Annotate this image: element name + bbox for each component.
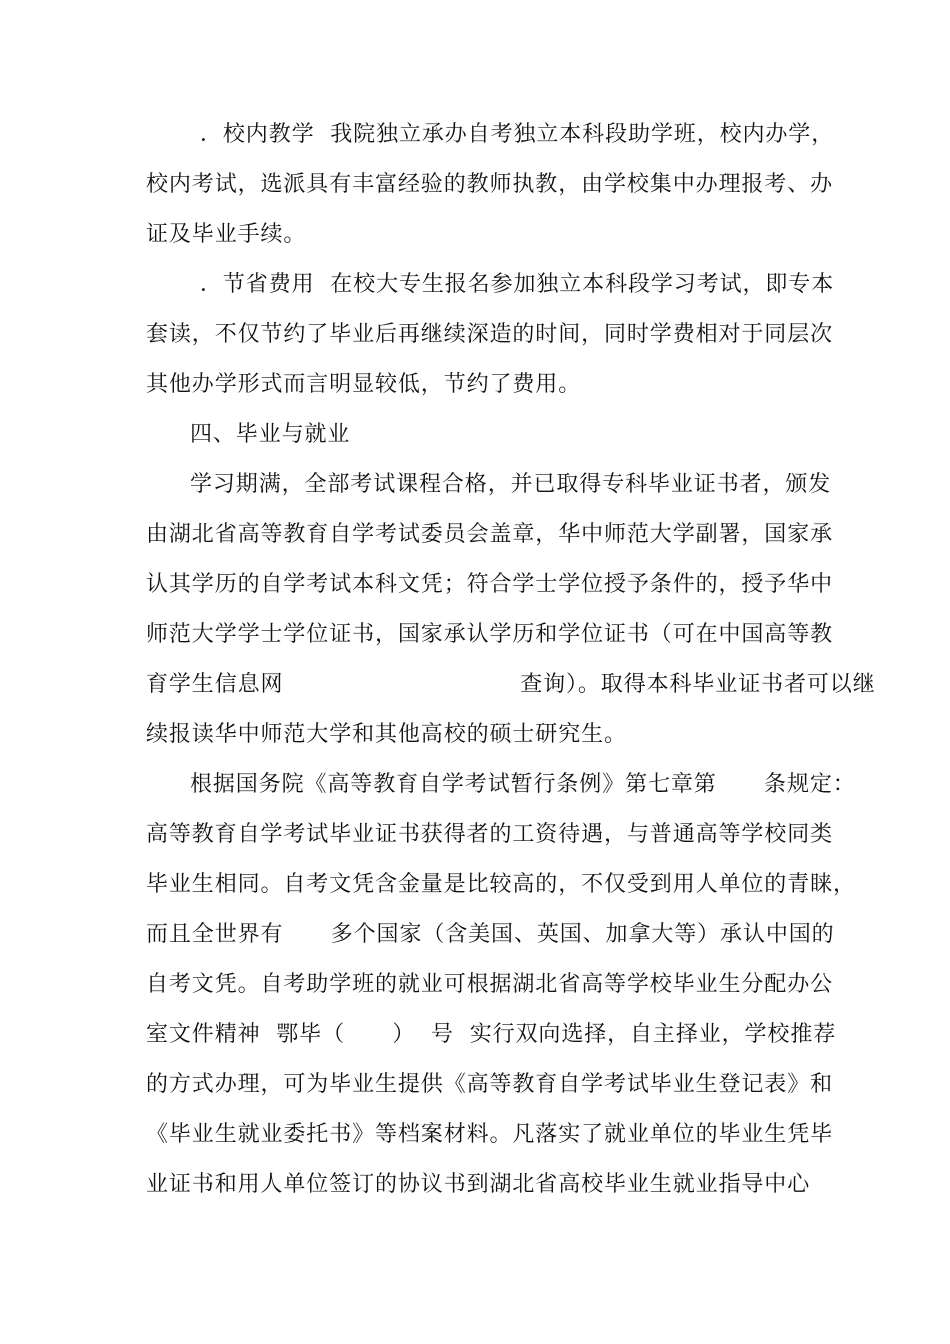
text-line: 校内考试，选派具有丰富经验的教师执教，由学校集中办理报考、办 xyxy=(146,172,834,197)
text-line: 根据国务院《高等教育自学考试暂行条例》第七章第 条规定： xyxy=(190,772,856,797)
text-line: 业证书和用人单位签订的协议书到湖北省高校毕业生就业指导中心 xyxy=(146,1172,811,1197)
text-line: 由湖北省高等教育自学考试委员会盖章，华中师范大学副署，国家承 xyxy=(146,522,834,547)
text-line: 自考文凭。自考助学班的就业可根据湖北省高等学校毕业生分配办公 xyxy=(146,972,834,997)
text-line: 的方式办理，可为毕业生提供《高等教育自学考试毕业生登记表》和 xyxy=(146,1072,834,1097)
text-line: ．节省费用 在校大专生报名参加独立本科段学习考试，即专本 xyxy=(200,272,835,297)
text-line: 续报读华中师范大学和其他高校的硕士研究生。 xyxy=(146,722,627,747)
text-line: 育学生信息网 查询）。取得本科毕业证书者可以继 xyxy=(146,672,876,697)
text-line: 室文件精神 鄂毕（ ） 号 实行双向选择，自主择业，学校推荐 xyxy=(146,1022,837,1047)
text-line: 师范大学学士学位证书，国家承认学历和学位证书（可在中国高等教 xyxy=(146,622,834,647)
text-line: ．校内教学 我院独立承办自考独立本科段助学班，校内办学， xyxy=(200,122,835,147)
text-line: 证及毕业手续。 xyxy=(146,222,307,247)
text-line: 《毕业生就业委托书》等档案材料。凡落实了就业单位的毕业生凭毕 xyxy=(146,1122,834,1147)
section-heading: 四、毕业与就业 xyxy=(190,422,351,447)
text-line: 高等教育自学考试毕业证书获得者的工资待遇，与普通高等学校同类 xyxy=(146,822,834,847)
text-line: 其他办学形式而言明显较低，节约了费用。 xyxy=(146,372,582,397)
text-line: 毕业生相同。自考文凭含金量是比较高的，不仅受到用人单位的青睐， xyxy=(146,872,856,897)
text-line: 认其学历的自学考试本科文凭；符合学士学位授予条件的，授予华中 xyxy=(146,572,834,597)
text-line: 学习期满，全部考试课程合格，并已取得专科毕业证书者，颁发 xyxy=(190,472,832,497)
text-line: 而且全世界有 多个国家（含美国、英国、加拿大等）承认中国的 xyxy=(146,922,835,947)
text-line: 套读，不仅节约了毕业后再继续深造的时间，同时学费相对于同层次 xyxy=(146,322,834,347)
